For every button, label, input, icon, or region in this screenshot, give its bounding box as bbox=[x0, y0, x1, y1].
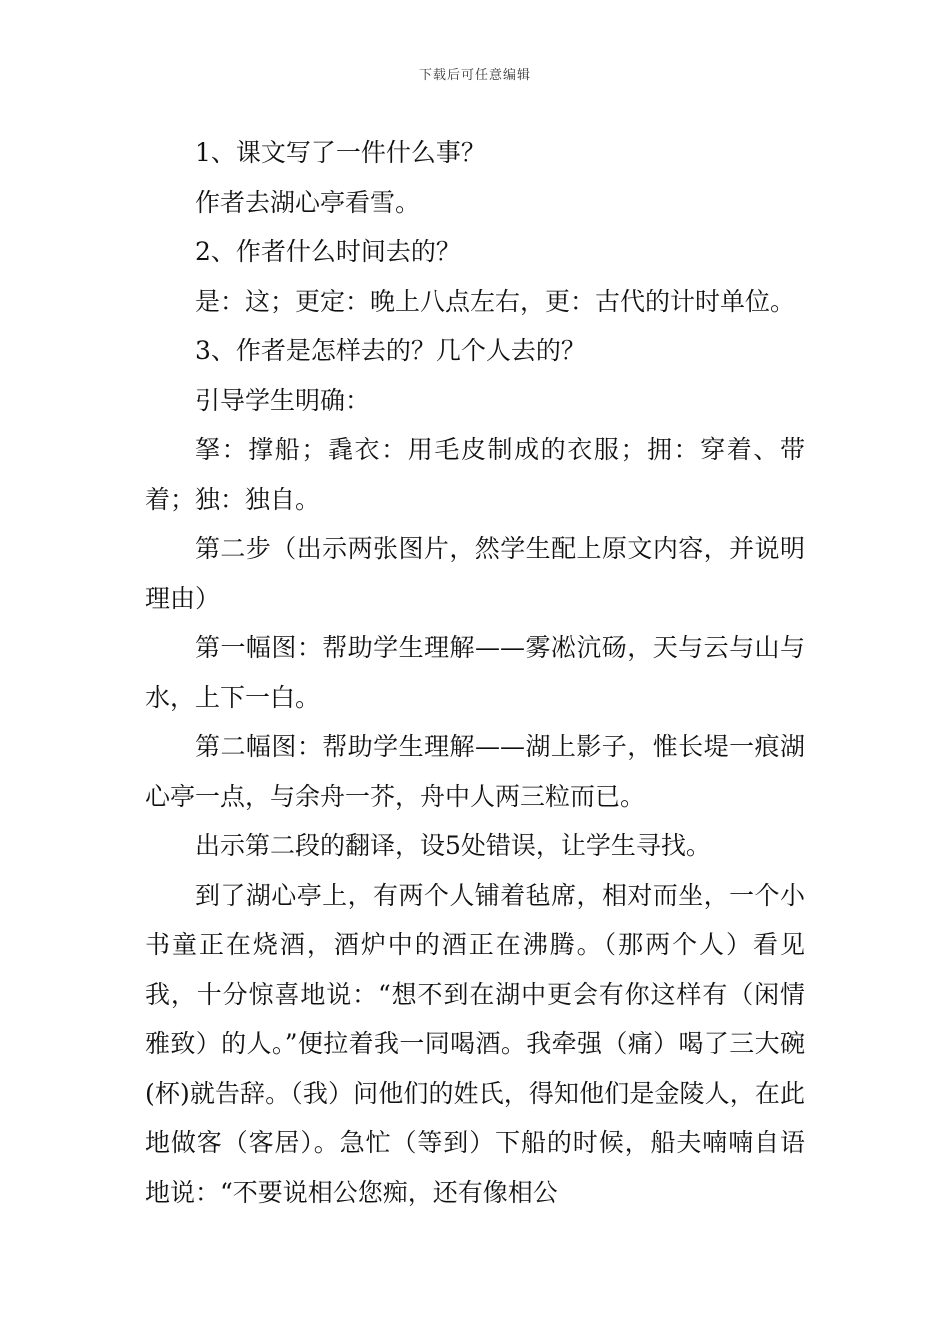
guidance-label: 引导学生明确： bbox=[195, 385, 371, 415]
document-body bbox=[145, 128, 805, 1217]
page-header: 下载后可任意编辑 bbox=[418, 68, 531, 83]
translation-task: 出示第二段的翻译，设5处错误，让学生寻找。 bbox=[195, 831, 711, 860]
step-two: 第二步（出示两张图片，然学生配上原文内容，并说明理由） bbox=[145, 534, 805, 613]
question-2: 2、作者什么时间去的？ bbox=[195, 237, 461, 266]
question-3: 3、作者是怎样去的？几个人去的？ bbox=[195, 336, 586, 365]
question-1: 1、课文写了一件什么事？ bbox=[195, 138, 486, 167]
answer-2: 是：这；更定：晚上八点左右，更：古代的计时单位。 bbox=[195, 286, 796, 316]
answer-1: 作者去湖心亭看雪。 bbox=[195, 187, 421, 217]
vocab-notes: 拏：撑船；毳衣：用毛皮制成的衣服；拥：穿着、带着；独：独自。 bbox=[145, 435, 805, 514]
second-image-note: 第二幅图：帮助学生理解——湖上影子，惟长堤一痕湖心亭一点，与余舟一芥，舟中人两三粒而已。 bbox=[145, 732, 805, 811]
translation-text: 到了湖心亭上，有两个人铺着毡席，相对而坐，一个小书童正在烧酒，酒炉中的酒正在沸腾。（那两个人）看见我，十分惊喜地说：“想不到在湖中更会有你这样有（闲情雅致）的人。”便拉着我一同喝酒。我牵强（痛）喝了三大碗(杯)就告辞。（我）问他们的姓氏，得知他们是金陵人，在此地做客（客居）。急忙（等到）下船的时候，船夫喃喃自语地说：“不要说相公您痴，还有像相公 bbox=[145, 880, 805, 1207]
first-image-note: 第一幅图：帮助学生理解——雾凇沆砀，天与云与山与水，上下一白。 bbox=[145, 633, 805, 712]
